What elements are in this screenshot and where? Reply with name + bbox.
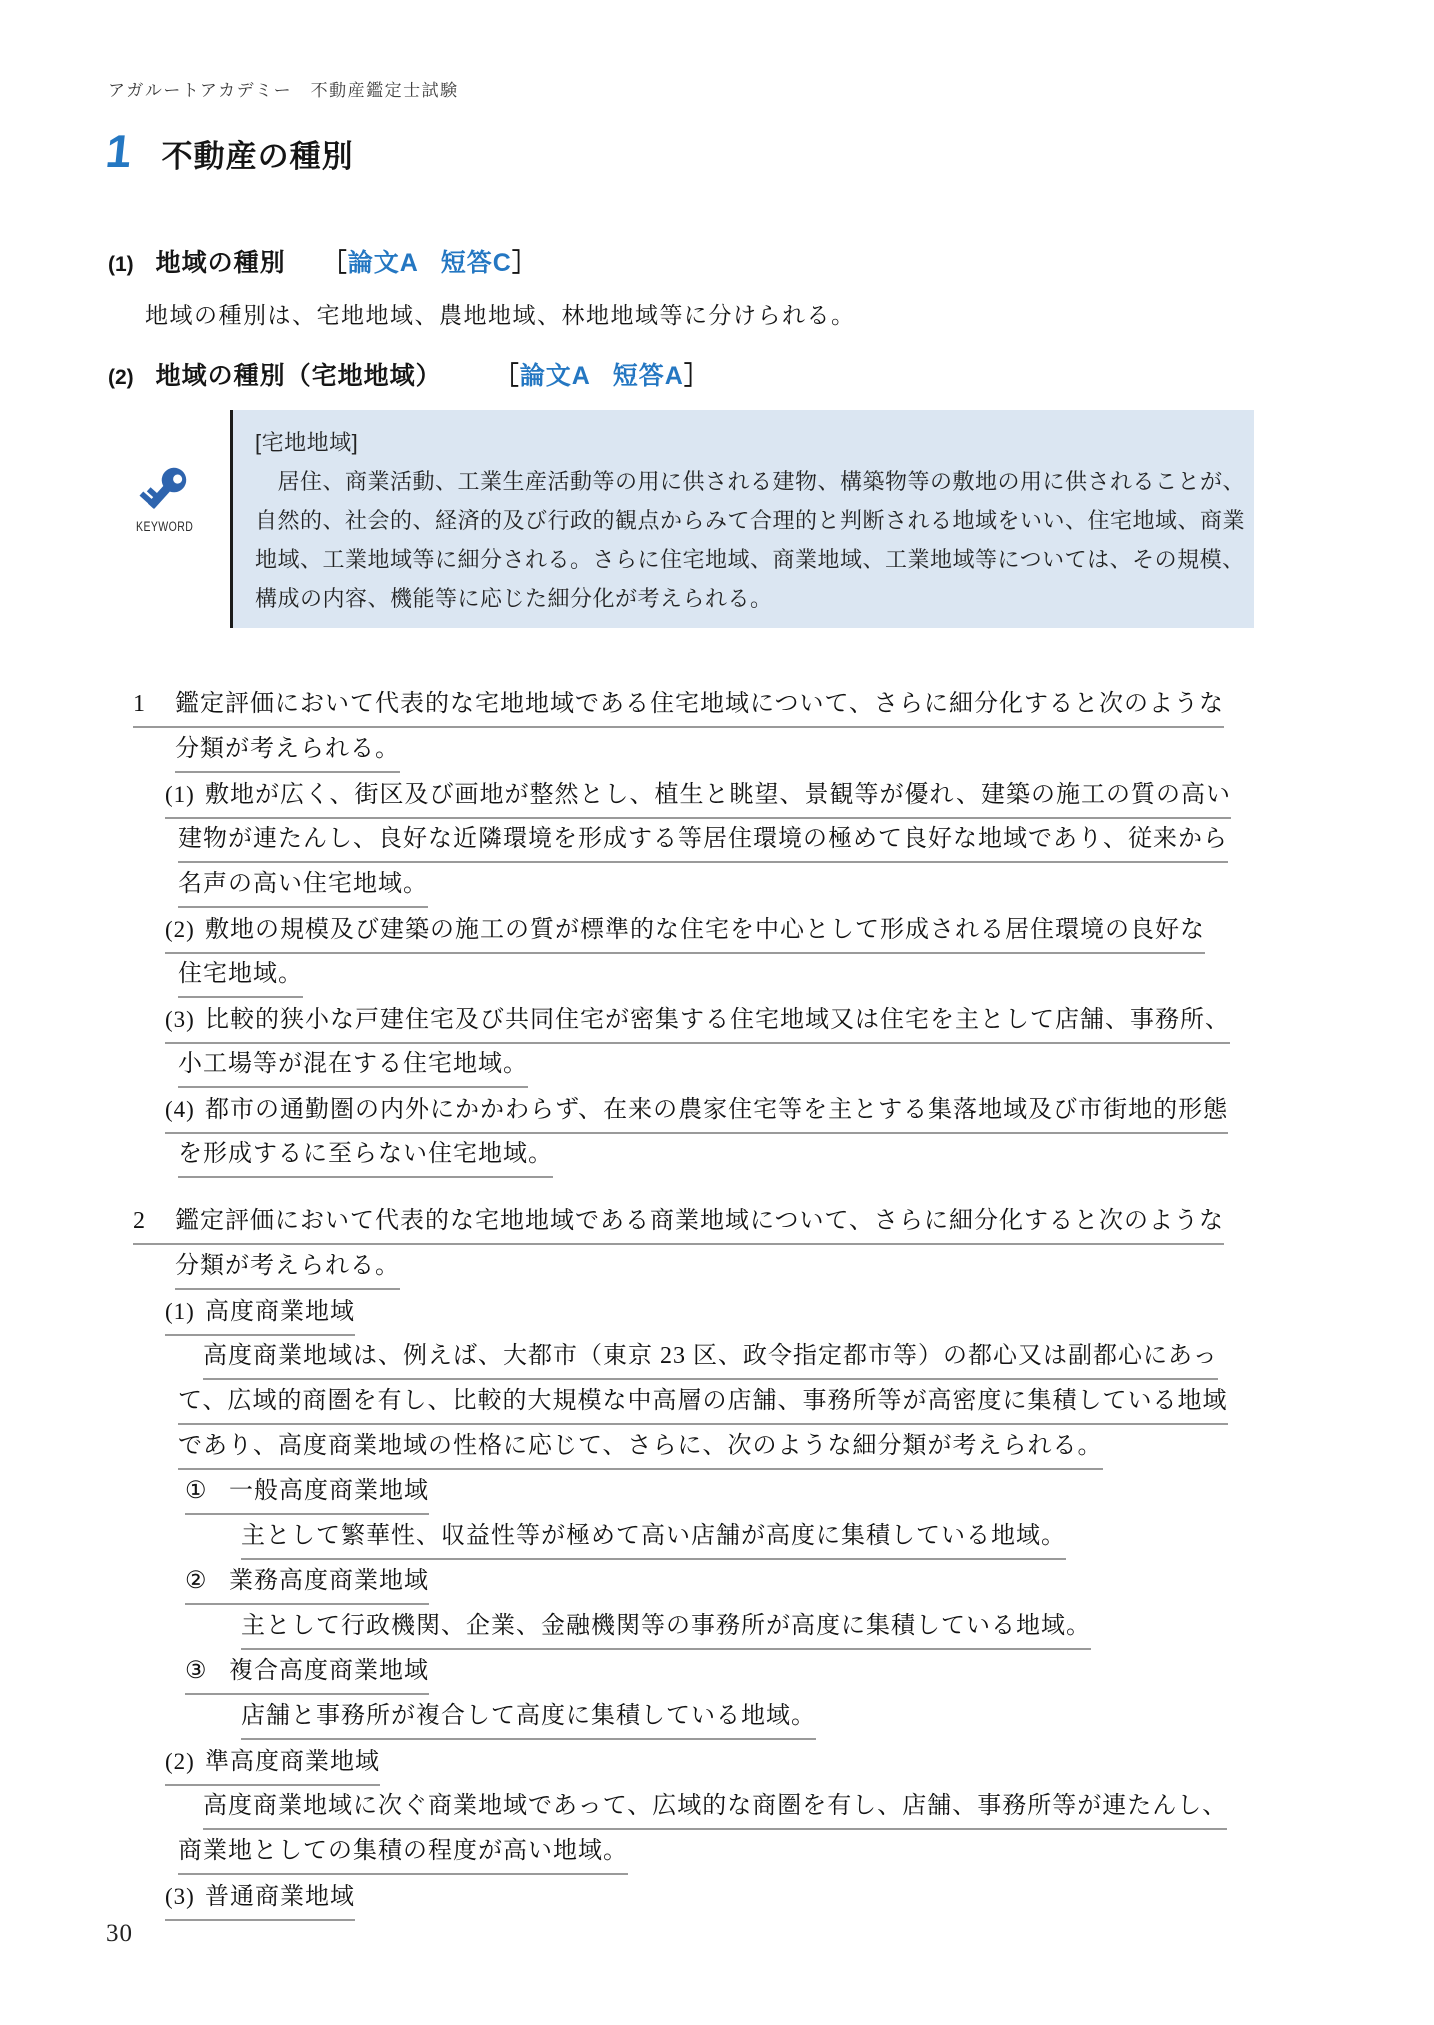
text-line: (1) 敷地が広く、街区及び画地が整然とし、植生と眺望、景観等が優れ、建築の施工の質の高い: [133, 778, 1313, 823]
text-line: 高度商業地域は、例えば、大都市（東京 23 区、政令指定都市等）の都心又は副都心にあっ: [133, 1340, 1313, 1385]
text-line: (3) 比較的狭小な戸建住宅及び共同住宅が密集する住宅地域又は住宅を主として店舗、事務所、: [133, 1003, 1313, 1048]
chapter-title: 不動産の種別: [161, 139, 354, 174]
keyword-icon-label: KEYWORD: [136, 519, 194, 534]
keyword-line: [宅地地域]: [255, 430, 359, 455]
keyword-line: 自然的、社会的、経済的及び行政的観点からみて合理的と判断される地域をいい、住宅地域、商業: [255, 508, 1246, 533]
sub-marker: (3): [165, 1884, 195, 1909]
text-line: ② 業務高度商業地域: [133, 1565, 1313, 1610]
text-line: 2 鑑定評価において代表的な宅地地域である商業地域について、さらに細分化すると次のような: [133, 1205, 1313, 1250]
document-header: アガルートアカデミー 不動産鑑定士試験: [108, 81, 459, 100]
circled-marker: ①: [185, 1478, 208, 1504]
sub-marker: (2): [165, 1749, 195, 1774]
text-line: 住宅地域。: [133, 958, 1313, 1003]
page-number: 30: [106, 1920, 133, 1947]
section-1-marker: (1): [108, 253, 134, 276]
tag-tanto: 短答C: [440, 249, 512, 277]
text-line: 主として行政機関、企業、金融機関等の事務所が高度に集積している地域。: [133, 1610, 1313, 1655]
bracket-open: ［: [321, 249, 348, 277]
section-2-title: 地域の種別（宅地地域）: [155, 362, 442, 390]
list-number: 1: [133, 691, 146, 717]
section-2-heading: [108, 356, 710, 392]
text-line: 商業地としての集積の程度が高い地域。: [133, 1835, 1313, 1880]
list-number: 2: [133, 1208, 146, 1234]
text-line: (4) 都市の通勤圏の内外にかかわらず、在来の農家住宅等を主とする集落地域及び市街地的形態: [133, 1093, 1313, 1138]
text-line: て、広域的商圏を有し、比較的大規模な中高層の店舗、事務所等が高密度に集積している地域: [133, 1385, 1313, 1430]
main-text: [133, 688, 1313, 1925]
text-line: (1) 高度商業地域: [133, 1295, 1313, 1340]
tag-ronbun: 論文A: [347, 249, 419, 277]
text-line: 建物が連たんし、良好な近隣環境を形成する等居住環境の極めて良好な地域であり、従来から: [133, 823, 1313, 868]
sub-marker: (1): [165, 1299, 195, 1324]
text-line: 高度商業地域に次ぐ商業地域であって、広域的な商圏を有し、店舗、事務所等が連たんし、: [133, 1790, 1313, 1835]
text-line: 主として繁華性、収益性等が極めて高い店舗が高度に集積している地域。: [133, 1520, 1313, 1565]
section-2-tags: [494, 356, 710, 392]
text-line: 小工場等が混在する住宅地域。: [133, 1048, 1313, 1093]
text-line: 名声の高い住宅地域。: [133, 868, 1313, 913]
keyword-line: 地域、工業地域等に細分される。さらに住宅地域、商業地域、工業地域等については、その規模、: [255, 547, 1245, 572]
chapter-number: 1: [103, 125, 135, 177]
circled-marker: ②: [185, 1568, 208, 1594]
section-1-body: 地域の種別は、宅地地域、農地地域、林地地域等に分けられる。: [145, 303, 856, 328]
section-1-title: 地域の種別: [155, 249, 286, 277]
sub-marker: (2): [165, 917, 195, 942]
keyword-icon-block: [122, 462, 208, 536]
text-line: ① 一般高度商業地域: [133, 1475, 1313, 1520]
text-line: 分類が考えられる。: [133, 1250, 1313, 1295]
bracket-open: ［: [493, 362, 520, 390]
tag-ronbun: 論文A: [519, 362, 591, 390]
text-line: 1 鑑定評価において代表的な宅地地域である住宅地域について、さらに細分化すると次のような: [133, 688, 1313, 733]
sub-marker: (1): [165, 782, 195, 807]
section-1-heading: [108, 243, 538, 279]
section-2-marker: (2): [108, 366, 134, 389]
circled-marker: ③: [185, 1658, 208, 1684]
text-line: (2) 準高度商業地域: [133, 1745, 1313, 1790]
text-line: 店舗と事務所が複合して高度に集積している地域。: [133, 1700, 1313, 1745]
keyword-line: 居住、商業活動、工業生産活動等の用に供される建物、構築物等の敷地の用に供されることが、: [255, 469, 1246, 494]
text-line: (2) 敷地の規模及び建築の施工の質が標準的な住宅を中心として形成される居住環境の良好な: [133, 913, 1313, 958]
section-1-tags: [322, 243, 538, 279]
key-icon: [137, 462, 193, 518]
text-line: を形成するに至らない住宅地域。: [133, 1138, 1313, 1183]
text-line: であり、高度商業地域の性格に応じて、さらに、次のような細分類が考えられる。: [133, 1430, 1313, 1475]
bracket-close: ］: [511, 249, 538, 277]
text-line: (3) 普通商業地域: [133, 1880, 1313, 1925]
sub-marker: (4): [165, 1097, 195, 1122]
keyword-box: [230, 410, 1254, 628]
chapter-heading: [103, 125, 354, 177]
text-line: ③ 複合高度商業地域: [133, 1655, 1313, 1700]
bracket-close: ］: [683, 362, 710, 390]
text-line: 分類が考えられる。: [133, 733, 1313, 778]
keyword-line: 構成の内容、機能等に応じた細分化が考えられる。: [255, 586, 773, 611]
sub-marker: (3): [165, 1007, 195, 1032]
tag-tanto: 短答A: [612, 362, 684, 390]
